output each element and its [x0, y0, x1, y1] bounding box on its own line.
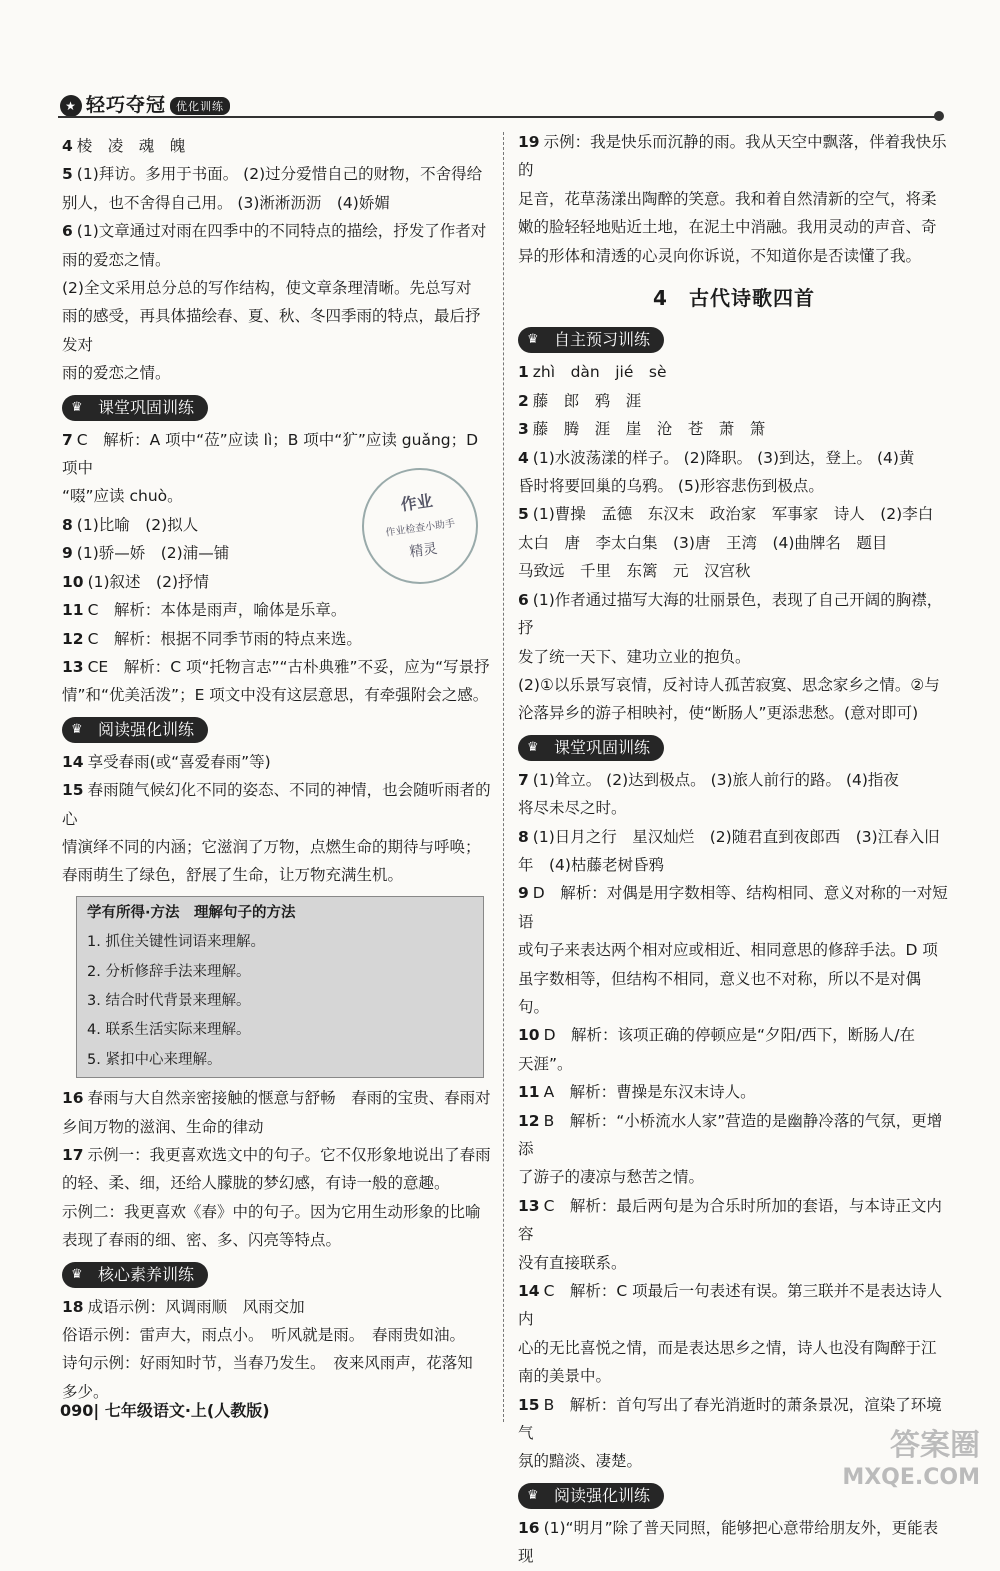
answer-line — [62, 625, 494, 653]
answer-number: 14 — [62, 752, 84, 771]
answer-line — [62, 1226, 494, 1254]
answer-item — [518, 387, 950, 415]
answer-line — [62, 1293, 494, 1321]
stamp-line-3: 精灵 — [408, 540, 439, 561]
answer-text: 情”和“优美活泼”；E 项文中没有这层意思，有牵强附会之感。 — [62, 686, 489, 705]
answer-text: 了游子的凄凉与愁苦之情。 — [518, 1168, 705, 1187]
answer-text: 发了统一天下、建功立业的抱负。 — [518, 647, 751, 666]
answer-text: 成语示例：风调雨顺 风雨交加 — [87, 1297, 305, 1316]
answer-line — [62, 1141, 494, 1169]
answer-text: 年 (4)枯藤老树昏鸦 — [518, 855, 664, 874]
answer-line — [518, 213, 950, 241]
logo-text: 轻巧夺冠 — [86, 94, 167, 116]
answer-line — [62, 1321, 494, 1349]
answer-text: 将尽未尽之时。 — [518, 799, 627, 818]
answer-line — [62, 302, 494, 359]
answer-number: 6 — [62, 222, 73, 241]
answer-number: 3 — [518, 420, 529, 439]
answer-number: 4 — [518, 448, 529, 467]
answer-number: 14 — [518, 1282, 540, 1301]
answer-text: (1)曹操 孟德 东汉末 政治家 军事家 诗人 (2)李白 — [532, 505, 934, 524]
answer-item — [62, 748, 494, 776]
answer-text: 示例一：我更喜欢选文中的句子。它不仅形象地说出了春雨 — [87, 1146, 491, 1164]
answer-line — [62, 274, 494, 302]
answer-number: 7 — [62, 430, 73, 449]
answer-item — [62, 776, 494, 890]
answer-text: 春雨与大自然亲密接触的惬意与舒畅 春雨的宝贵、春雨对 — [87, 1089, 491, 1108]
header-rule-dot — [934, 111, 944, 121]
answer-line — [62, 1084, 494, 1112]
answer-text: “啜”应读 chuò。 — [62, 487, 183, 506]
section-title: 课堂巩固训练 — [554, 737, 651, 757]
answer-line — [518, 1050, 950, 1078]
crown-icon: ♛ — [71, 1266, 83, 1282]
answer-text: 情演绎不同的内涵；它滋润了万物，点燃生命的期待与呼唤； — [62, 837, 481, 856]
section-banner — [518, 1483, 664, 1509]
answer-text: 春雨萌生了绿色，舒展了生命，让万物充满生机。 — [62, 866, 404, 885]
answer-text: (2)全文采用总分总的写作结构，使文章条理清晰。先总写对 — [62, 279, 472, 298]
answer-line — [518, 1249, 950, 1277]
answer-item — [518, 1514, 950, 1571]
answer-text: 虽字数相等，但结构不相同，意义也不对称，所以不是对偶句。 — [518, 969, 922, 1016]
answer-item — [62, 653, 494, 710]
answer-text: 多少。 — [62, 1382, 109, 1401]
answer-text: 示例：我是快乐而沉静的雨。我从天空中飘落，伴着我快乐的 — [518, 133, 947, 180]
answer-text: (1)拜访。多用于书面。 (2)过分爱惜自己的财物，不舍得给 — [76, 165, 483, 184]
column-divider — [503, 132, 504, 1422]
answer-text: 藤 郎 鸦 涯 — [532, 391, 642, 410]
answer-text: 南的美景中。 — [518, 1367, 612, 1386]
answer-item — [518, 1021, 950, 1078]
answer-line — [518, 699, 950, 727]
answer-text: (1)比喻 (2)拟人 — [76, 515, 199, 534]
answer-text: 氛的黯淡、凄楚。 — [518, 1452, 643, 1471]
answer-line — [518, 1163, 950, 1191]
brand-logo — [60, 90, 230, 117]
answer-text: 藤 腾 涯 崖 沧 苍 萧 箫 — [532, 420, 766, 439]
answer-line — [518, 1078, 950, 1106]
answer-text: (1)作者通过描写大海的壮丽景色，表现了自己开阔的胸襟，抒 — [518, 590, 943, 638]
answer-text: 雨的爱恋之情。 — [62, 364, 171, 383]
answer-line — [62, 359, 494, 387]
answer-line — [62, 596, 494, 624]
answer-line — [518, 444, 950, 472]
answer-line — [62, 861, 494, 889]
section-title: 自主预习训练 — [554, 330, 651, 350]
crown-icon: ♛ — [527, 739, 539, 755]
answer-line — [518, 766, 950, 794]
answer-line — [518, 500, 950, 528]
answer-text: (1)叙述 (2)抒情 — [87, 572, 209, 591]
answer-text: 足音，花草荡漾出陶醉的笑意。我和着自然清新的空气，将柔 — [518, 189, 937, 208]
answer-line — [518, 1107, 950, 1164]
method-box-line: 2. 分析修辞手法来理解。 — [87, 963, 251, 980]
right-column — [518, 128, 950, 1571]
method-box-line: 5. 紧扣中心来理解。 — [87, 1051, 222, 1068]
answer-number: 16 — [518, 1518, 540, 1537]
answer-text: 示例二：我更喜欢《春》中的句子。因为它用生动形象的比喻 — [62, 1202, 481, 1221]
method-box — [76, 896, 484, 1078]
answer-item — [62, 596, 494, 624]
answer-line — [62, 653, 494, 681]
answer-line — [518, 879, 950, 936]
answer-line — [518, 185, 950, 213]
answer-text: 嫩的脸轻轻地贴近土地，在泥土中消融。我用灵动的声音、奇 — [518, 218, 937, 237]
answer-number: 15 — [62, 781, 84, 800]
answer-line — [518, 1514, 950, 1571]
answer-line — [518, 586, 950, 643]
answer-line — [62, 246, 494, 274]
answer-text: 春雨随气候幻化不同的姿态、不同的神情，也会随听雨者的心 — [62, 781, 491, 828]
answer-number: 12 — [62, 629, 84, 648]
answer-number: 19 — [518, 133, 540, 151]
left-column — [62, 132, 494, 1406]
answer-text: 诗句示例：好雨知时节，当春乃发生。 夜来风雨声，花落知 — [62, 1354, 473, 1373]
answer-line — [518, 1277, 950, 1334]
method-box-line: 1. 抓住关键性词语来理解。 — [87, 934, 265, 951]
answer-line — [518, 415, 950, 443]
crown-icon: ♛ — [71, 399, 83, 415]
answer-text: 没有直接联系。 — [518, 1253, 627, 1272]
answer-item — [518, 444, 950, 501]
crown-icon: ♛ — [71, 721, 83, 737]
watermark — [842, 1430, 980, 1494]
answer-item — [518, 586, 950, 728]
answer-text: 雨的爱恋之情。 — [62, 250, 171, 269]
section-title: 阅读强化训练 — [554, 1485, 651, 1505]
answer-text: 太白 唐 李太白集 (3)唐 王湾 (4)曲牌名 题目 — [518, 533, 888, 552]
answer-number: 16 — [62, 1089, 84, 1108]
answer-line — [518, 1334, 950, 1362]
answer-text: zhì dàn jié sè — [532, 363, 667, 382]
answer-text: CE 解析：C 项“托物言志”“古朴典雅”不妥，应为“写景抒 — [87, 657, 490, 676]
answer-item — [518, 415, 950, 443]
answer-text: 心的无比喜悦之情，而是表达思乡之情，诗人也没有陶醉于江 — [518, 1338, 937, 1357]
logo-icon: ★ — [60, 95, 82, 117]
answer-text: C 解析：根据不同季节雨的特点来选。 — [87, 629, 362, 648]
answer-line — [62, 748, 494, 776]
answer-text: C 解析：最后两句是为合乐时所加的套语，与本诗正文内容 — [518, 1196, 942, 1244]
answer-line — [62, 160, 494, 188]
answer-text: 天涯”。 — [518, 1054, 573, 1073]
answer-item — [518, 1192, 950, 1277]
answer-text: A 解析：曹操是东汉末诗人。 — [543, 1083, 756, 1102]
answer-line — [62, 1113, 494, 1141]
answer-line — [62, 833, 494, 861]
answer-item — [518, 1277, 950, 1391]
answer-text: 享受春雨(或“喜爱春雨”等) — [87, 752, 271, 771]
answer-line — [62, 1349, 494, 1377]
answer-line — [518, 1021, 950, 1049]
answer-line — [518, 823, 950, 851]
answer-line — [518, 851, 950, 879]
stamp-line-2: 作业检查小助手 — [384, 518, 456, 539]
answer-line — [518, 529, 950, 557]
answer-number: 9 — [518, 884, 529, 903]
answer-item — [62, 132, 494, 160]
answer-line — [518, 936, 950, 964]
answer-text: 表现了春雨的细、密、多、闪亮等特点。 — [62, 1231, 342, 1250]
answer-item — [62, 217, 494, 387]
answer-line — [518, 1362, 950, 1390]
answer-text: (2)①以乐景写哀情，反衬诗人孤苦寂寞、思念家乡之情。②与 — [518, 675, 940, 694]
answer-line — [518, 671, 950, 699]
lesson-title: 4 古代诗歌四首 — [653, 286, 815, 311]
answer-text: 或句子来表达两个相对应或相近、相同意思的修辞手法。D 项 — [518, 941, 938, 960]
watermark-line-1: 答案圈 — [890, 1428, 980, 1463]
answer-text: 异的形体和清透的心灵向你诉说，不知道你是否读懂了我。 — [518, 246, 922, 265]
crown-icon: ♛ — [527, 1487, 539, 1503]
answer-number: 12 — [518, 1111, 540, 1130]
answer-text: 昏时将要回巢的乌鸦。 (5)形容悲伤到极点。 — [518, 477, 824, 496]
answer-number: 1 — [518, 363, 529, 382]
method-box-line: 4. 联系生活实际来理解。 — [87, 1022, 251, 1039]
section-title: 课堂巩固训练 — [98, 397, 195, 417]
answer-text: D 解析：对偶是用字数相等、结构相同、意义对称的一对短语 — [518, 884, 948, 931]
answer-number: 9 — [62, 544, 73, 563]
answer-text: 的轻、柔、细，还给人朦胧的梦幻感，有诗一般的意趣。 — [62, 1174, 450, 1193]
section-banner — [62, 717, 208, 743]
section-banner — [518, 327, 664, 353]
answer-number: 7 — [518, 770, 529, 789]
answer-text: D 解析：该项正确的停顿应是“夕阳/西下，断肠人/在 — [543, 1026, 915, 1045]
answer-text: 棱 凌 魂 魄 — [76, 137, 186, 155]
answer-number: 13 — [62, 657, 84, 676]
answer-number: 10 — [62, 572, 84, 591]
answer-text: (1)水波荡漾的样子。 (2)降职。 (3)到达，登上。 (4)黄 — [532, 448, 915, 467]
answer-item — [518, 823, 950, 880]
answer-line — [518, 965, 950, 1022]
answer-line — [62, 1169, 494, 1197]
watermark-line-2: MXQE.COM — [842, 1465, 980, 1490]
answer-item — [518, 766, 950, 823]
answer-number: 8 — [62, 515, 73, 534]
section-banner — [62, 1262, 208, 1288]
answer-number: 8 — [518, 827, 529, 846]
answer-line — [518, 557, 950, 585]
answer-item — [62, 1293, 494, 1407]
answer-item — [518, 358, 950, 386]
method-box-line: 3. 结合时代背景来理解。 — [87, 992, 251, 1009]
crown-icon: ♛ — [527, 332, 539, 348]
answer-text: C 解析：C 项最后一句表述有误。第三联并不是表达诗人内 — [518, 1282, 943, 1329]
page-footer: 090| 七年级语文·上(人教版) — [60, 1401, 270, 1420]
answer-text: 乡间万物的滋润、生命的律动 — [62, 1117, 264, 1136]
answer-number: 15 — [518, 1395, 540, 1414]
answer-line — [518, 358, 950, 386]
answer-item — [62, 1141, 494, 1255]
answer-text: (1)骄—娇 (2)浦—铺 — [76, 544, 230, 563]
answer-line — [62, 217, 494, 245]
page-header — [58, 88, 938, 118]
section-title: 阅读强化训练 — [98, 719, 195, 739]
answer-item — [518, 1107, 950, 1192]
section-banner — [62, 395, 208, 421]
method-box-title: 学有所得·方法 理解句子的方法 — [87, 904, 296, 921]
answer-line — [518, 643, 950, 671]
answer-line — [518, 242, 950, 270]
answer-item — [62, 160, 494, 217]
answer-number: 5 — [518, 505, 529, 524]
answer-number: 13 — [518, 1196, 540, 1215]
logo-tag: 优化训练 — [170, 97, 230, 115]
answer-line — [62, 132, 494, 160]
answer-text: (1)“明月”除了普天同照，能够把心意带给朋友外，更能表现 — [518, 1518, 939, 1566]
answer-item — [518, 879, 950, 1021]
answer-text: 俗语示例：雷声大，雨点小。 听风就是雨。 春雨贵如油。 — [62, 1326, 466, 1345]
answer-text: (1)日月之行 星汉灿烂 (2)随君直到夜郎西 (3)江春入旧 — [532, 827, 940, 846]
answer-item — [62, 1084, 494, 1141]
answer-text: C 解析：本体是雨声，喻体是乐章。 — [87, 601, 347, 620]
section-banner — [518, 735, 664, 761]
stamp-line-1: 作业 — [399, 491, 434, 515]
answer-item — [518, 1078, 950, 1106]
answer-line — [518, 1192, 950, 1249]
answer-item — [62, 625, 494, 653]
answer-line — [62, 1198, 494, 1226]
answer-number: 4 — [62, 137, 73, 155]
answer-item — [518, 500, 950, 585]
answer-text: 别人，也不舍得自己用。 (3)淅淅沥沥 (4)娇媚 — [62, 193, 390, 212]
answer-number: 5 — [62, 165, 73, 184]
answer-text: (1)文章通过对雨在四季中的不同特点的描绘，抒发了作者对 — [76, 222, 487, 241]
answer-line — [518, 128, 950, 185]
answer-text: 马致远 千里 东篱 元 汉宫秋 — [518, 562, 751, 581]
answer-line — [518, 794, 950, 822]
answer-number: 6 — [518, 590, 529, 609]
answer-text: (1)耸立。 (2)达到极点。 (3)旅人前行的路。 (4)指夜 — [532, 770, 899, 789]
answer-line — [62, 189, 494, 217]
answer-number: 11 — [62, 601, 84, 620]
answer-text: B 解析：首句写出了春光消逝时的萧条景况，渲染了环境气 — [518, 1395, 942, 1443]
answer-text: C 解析：A 项中“莅”应读 lì；B 项中“犷”应读 guǎng；D 项中 — [62, 430, 479, 478]
answer-number: 17 — [62, 1146, 84, 1164]
answer-number: 10 — [518, 1026, 540, 1045]
answer-text: B 解析：“小桥流水人家”营造的是幽静冷落的气氛，更增添 — [518, 1111, 943, 1158]
answer-item — [518, 128, 950, 270]
answer-line — [62, 681, 494, 709]
header-rule — [58, 116, 938, 118]
answer-number: 2 — [518, 391, 529, 410]
answer-line — [518, 472, 950, 500]
answer-text: 雨的感受，再具体描绘春、夏、秋、冬四季雨的特点，最后抒发对 — [62, 307, 481, 354]
answer-text: 沦落异乡的游子相映衬，使“断肠人”更添悲愁。(意对即可) — [518, 704, 919, 723]
answer-line — [62, 776, 494, 833]
section-title: 核心素养训练 — [98, 1264, 195, 1284]
answer-line — [518, 387, 950, 415]
answer-number: 18 — [62, 1297, 84, 1316]
answer-number: 11 — [518, 1083, 540, 1102]
